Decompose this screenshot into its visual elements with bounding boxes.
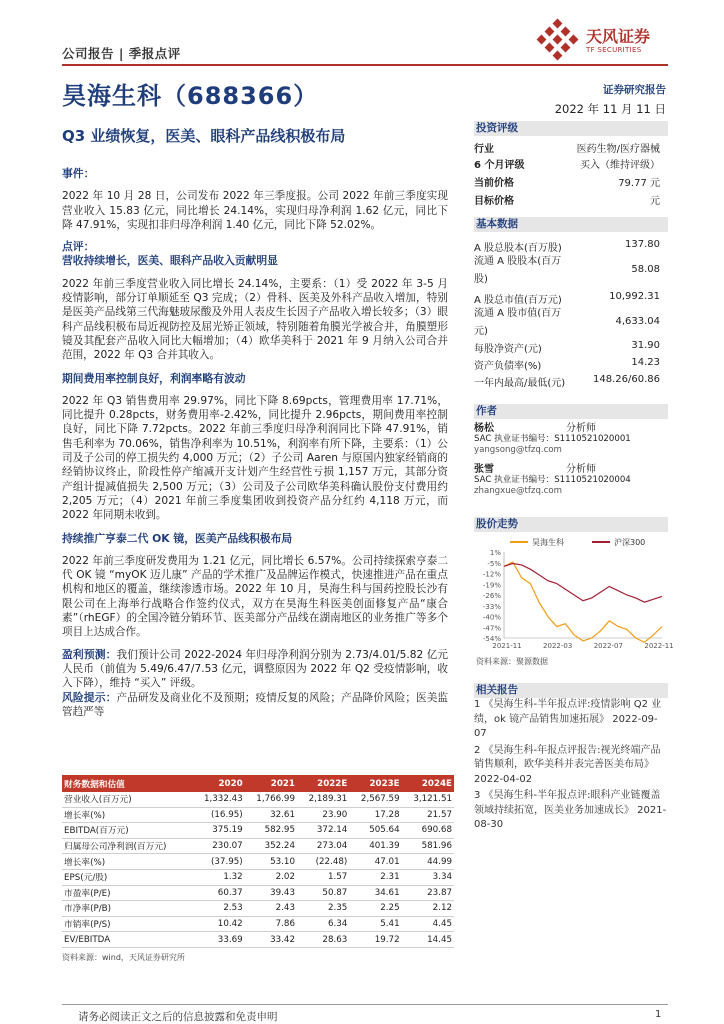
footer-divider	[62, 1004, 668, 1005]
series-line-index	[504, 564, 662, 603]
author-email[interactable]: yangsong@tfzq.com	[474, 445, 562, 455]
report-category: 公司报告 | 季报点评	[62, 46, 181, 61]
event-text: 2022 年 10 月 28 日，公司发布 2022 年三季度报。公司 2022 年前三季度实现营业收入 15.83 亿元，同比增长 24.14%，实现归母净利润 1.62 亿元，同比下降 47.91%，实现扣非归母净利润 1.40 亿元，同比下降 52.02%。	[62, 190, 448, 231]
table-cell: 3.34	[402, 869, 454, 885]
related-list	[474, 698, 668, 833]
footer-disclaimer: 请务必阅读正文之后的信息披露和免责申明	[78, 1011, 278, 1023]
basic-value: 10,992.31	[609, 291, 660, 302]
table-row	[62, 916, 454, 932]
comment-title: 点评：	[62, 240, 95, 254]
table-cell: 690.68	[402, 823, 454, 839]
table-cell: 581.96	[402, 838, 454, 854]
basic-value: 14.23	[631, 357, 660, 368]
rating-value: 79.77 元	[618, 178, 660, 189]
table-cell: 10.42	[192, 916, 244, 932]
company-title: 昊海生科（688366）	[62, 82, 319, 110]
basic-value: 148.26/60.86	[593, 374, 660, 385]
rating-value: 元	[650, 196, 660, 207]
page-number: 1	[655, 1009, 662, 1020]
forecast-title: 盈利预测：	[62, 647, 117, 661]
table-cell: 2.53	[192, 901, 244, 917]
table-cell: 352.24	[245, 838, 297, 854]
table-cell: 2,567.59	[349, 792, 401, 807]
table-row-label: 增长率(%)	[62, 807, 192, 823]
table-cell: 505.64	[349, 823, 401, 839]
risk-paragraph	[62, 691, 448, 720]
table-header-cell: 2024E	[402, 775, 454, 792]
stock-chart-title: 股价走势	[474, 517, 668, 532]
table-cell: 33.69	[192, 932, 244, 948]
table-header-cell: 2021	[245, 775, 297, 792]
basic-value: 58.08	[631, 264, 660, 275]
table-header-row	[62, 775, 454, 792]
table-cell: 44.99	[402, 854, 454, 870]
table-cell: 6.34	[297, 916, 349, 932]
basic-title: 基本数据	[474, 217, 668, 232]
chart-source: 资料来源：聚源数据	[476, 657, 548, 666]
table-row	[62, 885, 454, 901]
author-name: 杨松	[474, 423, 494, 434]
table-row-label: EV/EBITDA	[62, 932, 192, 948]
table-header-cell: 2020	[192, 775, 244, 792]
table-cell: 2.31	[349, 869, 401, 885]
table-cell: 2.02	[245, 869, 297, 885]
basic-row	[474, 305, 668, 335]
related-item[interactable]: 3 《昊海生科-半年报点评:眼科产业链覆盖领域持续拓宽，医美业务加速成长》 2021-08-30	[474, 790, 667, 830]
legend-label: 沪深300	[614, 538, 646, 547]
y-tick-label: -19%	[482, 581, 501, 590]
table-cell: 17.28	[349, 807, 401, 823]
table-cell: 60.37	[192, 885, 244, 901]
basic-label: A 股总股本(百万股)	[474, 243, 562, 254]
author-2	[474, 464, 668, 497]
table-cell: 582.95	[245, 823, 297, 839]
table-row	[62, 932, 454, 948]
table-cell: (16.95)	[192, 807, 244, 823]
series-line-company	[504, 562, 662, 642]
table-source: 资料来源：wind，天风证券研究所	[62, 952, 185, 962]
rating-label: 行业	[474, 144, 494, 155]
table-cell: 372.14	[297, 823, 349, 839]
rating-label: 当前价格	[474, 178, 514, 189]
basic-value: 4,633.04	[615, 316, 660, 327]
table-row-label: 市盈率(P/E)	[62, 885, 192, 901]
table-row-label: 归属母公司净利润(百万元)	[62, 838, 192, 854]
section2-text: 2022 年 Q3 销售费用率 29.97%，同比下降 8.69pcts，管理费用率 17.71%，同比提升 0.28pcts，财务费用率-2.42%，同比提升 2.96pcts，期间费用率控制良好，同比下降 7.72pcts。2022 年前三季度归母净利润同比下降 47.91%，销售毛利率为 70.06%，销售净利率为 10.51%，利润率有所下降，主要系：（1）公司及子公司的停工损失约 4,000 万元；（2）子公司 Aaren 与原国内独家经销商的经销协议终止，阶段性停产缩减开支计划产生经营性亏损 1,157 万元，其部分资产组计提减值损失 2,500 万元；（3）公司及子公司欧华美科确认股份支付费用约 2,205 万元；（4）2021 年前三季度集团收到投资产品分红约 4,118 万元，而 2022 年同期未收到。	[62, 394, 448, 522]
x-tick-label: 2022-07	[593, 642, 623, 650]
table-cell: 7.86	[245, 916, 297, 932]
table-cell: 3,121.51	[402, 792, 454, 807]
section1-text: 2022 年前三季度营业收入同比增长 24.14%，主要系：（1）受 2022 年 3-5 月疫情影响，部分订单顺延至 Q3 完成；（2）骨科、医美及外科产品收入增加，特别是医美产品线第三代海魅玻尿酸及外用人表皮生长因子产品收入增长较多；（3）眼科产品线积极布局近视防控及屈光矫正领域，特别随着角膜光学被合并，角膜塑形镜及其配套产品收入同比大幅增加；（4）欧华美科于 2021 年 9 月纳入公司合并范围，2022 年 Q3 合并其收入。	[62, 277, 448, 362]
basic-label: 每股净资产(元)	[474, 344, 542, 355]
section1-title: 营收持续增长，医美、眼科产品收入贡献明显	[62, 254, 278, 268]
table-header-cell: 2022E	[297, 775, 349, 792]
author-cert: SAC 执业证书编号：S1110521020004	[474, 475, 631, 485]
y-tick-label: -5%	[487, 559, 501, 568]
table-row-label: 增长率(%)	[62, 854, 192, 870]
table-row	[62, 901, 454, 917]
related-title: 相关报告	[474, 683, 668, 698]
report-date: 2022 年 11 月 11 日	[554, 102, 666, 116]
section3-text: 2022 年前三季度研发费用为 1.21 亿元，同比增长 6.57%。公司持续探索亨泰二代 OK 镜 “myOK 迈儿康” 产品的学术推广及品牌运作模式，快速推进产品在重点机构和地区的覆盖，继续渗透市场。2022 年 10 月，昊海生科与国药控股长沙有限公司在上海举行战略合作签约仪式，双方在昊海生科医美创面修复产品“康合素”（rhEGF）的全国冷链分销环节、医美部分产品线在湖南地区的业务推广等多个项目上达成合作。	[62, 554, 448, 639]
author-role: 分析师	[566, 464, 596, 475]
rating-label: 目标价格	[474, 196, 514, 207]
legend-label: 昊海生科	[532, 538, 564, 547]
table-cell: 1.32	[192, 869, 244, 885]
financial-table	[62, 775, 454, 948]
rating-value: 医药生物/医疗器械	[576, 144, 660, 155]
financial-table-wrap	[62, 775, 454, 963]
headline: Q3 业绩恢复，医美、眼科产品线积极布局	[62, 127, 346, 145]
table-cell: 33.42	[245, 932, 297, 948]
rating-title: 投资评级	[474, 121, 668, 136]
x-tick-label: 2021-11	[492, 642, 522, 650]
risk-text: 产品研发及商业化不及预期；疫情反复的风险；产品降价风险；医美监管趋严等	[62, 691, 448, 718]
y-tick-label: -12%	[482, 570, 501, 579]
basic-value: 31.90	[631, 340, 660, 351]
basic-label: 流通 A 股市值(百万元)	[474, 308, 562, 337]
table-row-label: EBITDA(百万元)	[62, 823, 192, 839]
section2-title: 期间费用率控制良好，利润率略有波动	[62, 371, 246, 385]
table-cell: 32.61	[245, 807, 297, 823]
risk-title: 风险提示：	[62, 690, 117, 704]
table-cell: 273.04	[297, 838, 349, 854]
author-name: 张雪	[474, 464, 494, 475]
table-cell: 53.10	[245, 854, 297, 870]
table-cell: 2.35	[297, 901, 349, 917]
logo-english: TF SECURITIES	[586, 46, 642, 54]
header-divider	[62, 64, 668, 66]
basic-value: 137.80	[625, 239, 660, 250]
basic-label: 资产负债率(%)	[474, 361, 542, 372]
table-cell: 28.63	[297, 932, 349, 948]
table-cell: 50.87	[297, 885, 349, 901]
table-row-label: 市销率(P/S)	[62, 916, 192, 932]
table-cell: 14.45	[402, 932, 454, 948]
table-cell: 4.45	[402, 916, 454, 932]
table-cell: 2.43	[245, 901, 297, 917]
author-role: 分析师	[566, 423, 596, 434]
event-title: 事件：	[62, 167, 95, 180]
table-cell: 19.72	[349, 932, 401, 948]
table-row-label: EPS(元/股)	[62, 869, 192, 885]
y-tick-label: -33%	[482, 602, 501, 611]
table-cell: 2.12	[402, 901, 454, 917]
table-cell: (37.95)	[192, 854, 244, 870]
basic-row	[474, 253, 668, 283]
table-row	[62, 838, 454, 854]
x-tick-label: 2022-11	[644, 642, 674, 650]
y-tick-label: -40%	[482, 613, 501, 622]
table-cell: 47.01	[349, 854, 401, 870]
section3-title: 持续推广亨泰二代 OK 镜，医美产品线积极布局	[62, 531, 293, 545]
table-cell: 2,189.31	[297, 792, 349, 807]
main-body	[62, 167, 448, 719]
table-cell: 2.25	[349, 901, 401, 917]
table-cell: 34.61	[349, 885, 401, 901]
table-cell: (22.48)	[297, 854, 349, 870]
rating-value: 买入（维持评级）	[580, 160, 660, 171]
related-item[interactable]: 1 《昊海生科-半年报点评:疫情影响 Q2 业绩，ok 镜产品销售加速拓展》 2022-09-07	[474, 699, 662, 739]
stock-price-chart	[474, 534, 674, 654]
table-header-cell: 财务数据和估值	[62, 775, 192, 792]
table-cell: 375.19	[192, 823, 244, 839]
table-cell: 1,332.43	[192, 792, 244, 807]
table-header-cell: 2023E	[349, 775, 401, 792]
author-title: 作者	[474, 404, 668, 419]
table-cell: 5.41	[349, 916, 401, 932]
author-cert: SAC 执业证书编号：S1110521020001	[474, 434, 631, 444]
related-item[interactable]: 2 《昊海生科-年报点评报告:视光终端产品销售顺利，欧华美科并表完善医美布局》 2022-04-02	[474, 744, 661, 785]
author-email[interactable]: zhangxue@tfzq.com	[474, 486, 562, 496]
table-cell: 401.39	[349, 838, 401, 854]
table-row-label: 营业收入(百万元)	[62, 792, 192, 807]
logo	[536, 18, 676, 64]
table-row	[62, 869, 454, 885]
author-1	[474, 423, 668, 456]
y-tick-label: -54%	[482, 635, 501, 643]
basic-label: 流通 A 股股本(百万股)	[474, 256, 562, 285]
y-tick-label: 1%	[489, 549, 501, 557]
table-row	[62, 807, 454, 823]
basic-label: 一年内最高/最低(元)	[474, 378, 566, 389]
table-row-label: 市净率(P/B)	[62, 901, 192, 917]
logo-icon	[536, 18, 580, 62]
table-cell: 23.90	[297, 807, 349, 823]
table-row	[62, 792, 454, 807]
table-row	[62, 854, 454, 870]
rating-label: 6 个月评级	[474, 160, 525, 171]
table-row	[62, 823, 454, 839]
logo-name: 天风证券	[586, 27, 651, 46]
x-tick-label: 2022-03	[543, 642, 573, 650]
forecast-text: 我们预计公司 2022-2024 年归母净利润分别为 2.73/4.01/5.82 亿元人民币（前值为 5.49/6.47/7.53 亿元，调整原因为 2022 年 Q2 受疫情影响，收入下降），维持 “买入” 评级。	[62, 648, 448, 690]
table-cell: 1.57	[297, 869, 349, 885]
table-cell: 230.07	[192, 838, 244, 854]
report-type: 证券研究报告	[603, 84, 666, 96]
table-cell: 1,766.99	[245, 792, 297, 807]
table-cell: 39.43	[245, 885, 297, 901]
y-tick-label: -47%	[482, 624, 501, 633]
table-cell: 21.57	[402, 807, 454, 823]
table-cell: 23.87	[402, 885, 454, 901]
forecast-paragraph	[62, 648, 448, 691]
y-tick-label: -26%	[482, 592, 501, 600]
basic-label: A 股总市值(百万元)	[474, 295, 562, 306]
